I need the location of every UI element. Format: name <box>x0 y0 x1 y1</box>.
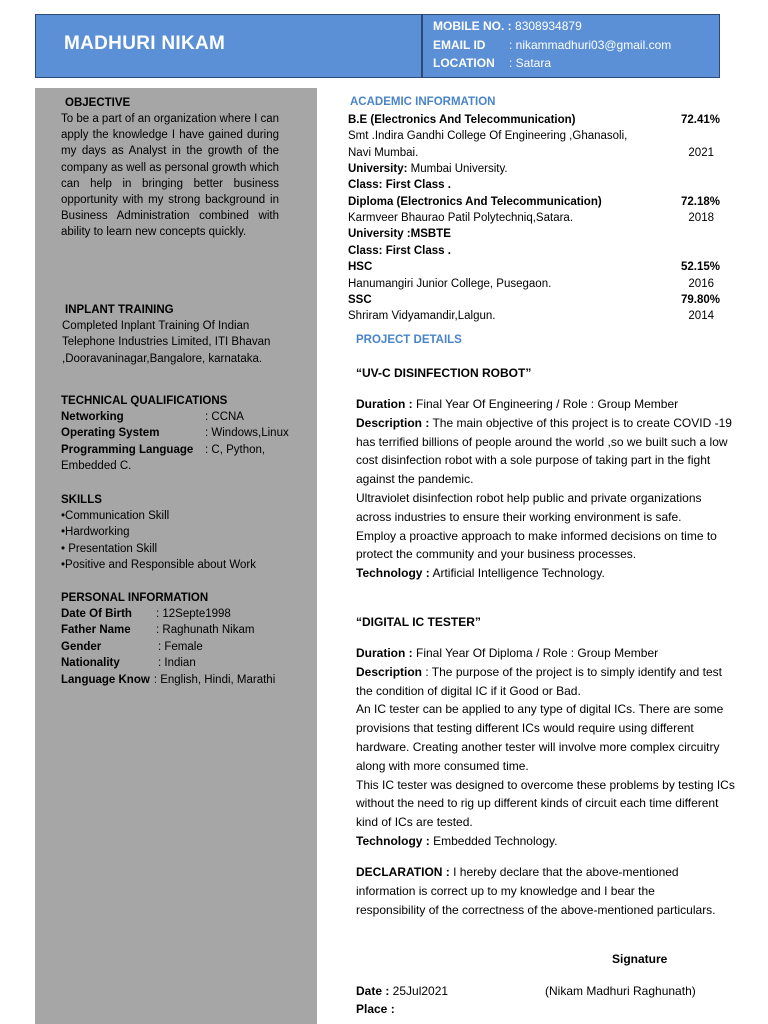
email-value: : nikammadhuri03@gmail.com <box>509 38 672 52</box>
project1-title: “UV-C DISINFECTION ROBOT” <box>356 366 532 380</box>
email-label: EMAIL ID <box>433 38 486 52</box>
personal-row: Nationality : Indian <box>61 657 196 670</box>
project2-duration: Duration : Final Year Of Diploma / Role : Group Member <box>356 646 659 660</box>
academic-heading: ACADEMIC INFORMATION <box>350 96 496 108</box>
objective-heading: OBJECTIVE <box>65 97 131 109</box>
project2-para2: An IC tester can be applied to any type of digital ICs. There are some provisions that testing different ICs would require using different hardware. Creating another tester will involve more complex circuitry along with more consumed time. <box>356 702 724 773</box>
personal-row: Language Know : English, Hindi, Marathi <box>61 673 276 686</box>
academic-row-text: HSC <box>348 261 373 274</box>
declaration: DECLARATION : I hereby declare that the above-mentioned information is correct up to my knowledge and I bear the responsibility of the correctness of the above-mentioned particulars. <box>356 865 716 917</box>
academic-row-value: 79.80% <box>680 293 720 306</box>
mobile-label: MOBILE NO. : <box>433 19 512 33</box>
date-line: Date : 25Jul2021 <box>356 984 449 998</box>
academic-row-text: University: Mumbai University. <box>348 163 508 176</box>
project2-para3: This IC tester was designed to overcome these problems by testing ICs without the need to rig up different kinds of circuit each time different kind of ICs are tested. <box>356 777 735 830</box>
academic-row <box>348 310 720 322</box>
project1-para2: Ultraviolet disinfection robot help public and private organizations across industries to ensure their working environment is safe. <box>356 490 702 524</box>
academic-row <box>348 114 720 126</box>
academic-row <box>348 163 720 175</box>
personal-list <box>61 606 311 688</box>
project2-technology: Technology : Embedded Technology. <box>356 833 558 848</box>
skills-heading: SKILLS <box>61 494 102 506</box>
signature-label: Signature <box>612 952 668 966</box>
academic-row <box>348 278 720 290</box>
academic-row-text: Class: First Class . <box>348 244 451 257</box>
academic-row-text: B.E (Electronics And Telecommunication) <box>348 114 576 126</box>
mobile-value: 8308934879 <box>515 19 582 33</box>
academic-row-text: Smt .Indira Gandhi College Of Engineering ,Ghanasoli, <box>348 130 628 143</box>
academic-row-text: Hanumangiri Junior College, Pusegaon. <box>348 277 552 290</box>
place-line: Place : <box>356 1002 395 1016</box>
personal-row: Gender : Female <box>61 640 203 653</box>
academic-row <box>348 228 720 240</box>
location-row <box>433 56 551 70</box>
inplant-heading: INPLANT TRAINING <box>65 304 174 316</box>
academic-row-text: Navi Mumbai. <box>348 146 419 159</box>
project1-body <box>356 395 738 583</box>
academic-row-value: 72.41% <box>680 114 720 126</box>
academic-row <box>348 196 720 208</box>
academic-row-value: 72.18% <box>680 195 720 208</box>
projects-heading: PROJECT DETAILS <box>356 334 462 346</box>
academic-row-text: SSC <box>348 293 372 306</box>
academic-row <box>348 179 720 191</box>
project1-para3: Employ a proactive approach to make informed decisions on time to protect the community and your business processes. <box>356 528 717 562</box>
location-value: : Satara <box>509 56 552 70</box>
academic-row <box>348 130 720 142</box>
technical-row: Programming Language : C, Python, <box>61 443 266 456</box>
header-contact-box <box>422 14 720 78</box>
technical-row: Networking : CCNA <box>61 411 244 423</box>
academic-row-text: University :MSBTE <box>348 228 451 241</box>
technical-row: Operating System : Windows,Linux <box>61 427 289 440</box>
technical-heading: TECHNICAL QUALIFICATIONS <box>61 395 228 407</box>
personal-row: Date Of Birth : 12Septe1998 <box>61 608 231 620</box>
objective-text: To be a part of an organization where I can apply the knowledge I have gained during my days as Analyst in the growth of the company as well as personal growth which can help in bringing better business opportunity with my strong background in Business Administration combined with ability to learn new concepts quickly. <box>61 113 280 239</box>
location-label: LOCATION <box>433 56 495 70</box>
technical-extra: Embedded C. <box>61 460 132 473</box>
mobile-row <box>433 19 582 33</box>
header-name-box <box>35 14 422 78</box>
academic-row-text: Shriram Vidyamandir,Lalgun. <box>348 310 496 323</box>
academic-row-text: Class: First Class . <box>348 179 451 192</box>
academic-row <box>348 261 720 273</box>
academic-row-value: 2018 <box>688 212 714 225</box>
academic-row-text: Karmveer Bhaurao Patil Polytechniq,Satara. <box>348 212 574 225</box>
personal-heading: PERSONAL INFORMATION <box>61 592 209 604</box>
list-item: •Communication Skill <box>61 510 170 522</box>
project2-title: “DIGITAL IC TESTER” <box>356 615 481 629</box>
email-row <box>433 38 671 52</box>
academic-row <box>348 245 720 257</box>
academic-row-value: 2021 <box>688 146 714 159</box>
list-item: •Hardworking <box>61 526 130 539</box>
project1-technology: Technology : Artificial Intelligence Technology. <box>356 566 605 581</box>
academic-row-value: 2016 <box>688 277 714 290</box>
project1-duration: Duration : Final Year Of Engineering / Role : Group Member <box>356 397 679 411</box>
academic-row-value: 2014 <box>688 310 714 323</box>
project1-description: Description : The main objective of this project is to create COVID -19 has terrified billions of people around the world ,so we built such a low cost disinfection robot with a sole purpose of taking part in the fight against the pandemic. <box>356 415 732 487</box>
project2-body <box>356 644 738 851</box>
academic-row-value: 52.15% <box>680 261 720 274</box>
project2-description: Description : The purpose of the project is to simply identify and test the condition of digital IC if it Good or Bad. <box>356 664 722 698</box>
list-item: •Positive and Responsible about Work <box>61 559 256 572</box>
academic-row-text: Diploma (Electronics And Telecommunication) <box>348 195 602 208</box>
technical-list <box>61 409 311 475</box>
skills-list <box>61 508 311 574</box>
signer-name: (Nikam Madhuri Raghunath) <box>545 984 696 998</box>
candidate-name: MADHURI NIKAM <box>64 33 226 54</box>
academic-row <box>348 212 720 224</box>
list-item: • Presentation Skill <box>61 542 158 555</box>
inplant-text: Completed Inplant Training Of Indian Telephone Industries Limited, ITI Bhavan ,Dooravaninagar,Bangalore, karnataka. <box>62 320 271 365</box>
academic-row <box>348 294 720 306</box>
academic-row <box>348 147 720 159</box>
personal-row: Father Name : Raghunath Nikam <box>61 624 255 637</box>
